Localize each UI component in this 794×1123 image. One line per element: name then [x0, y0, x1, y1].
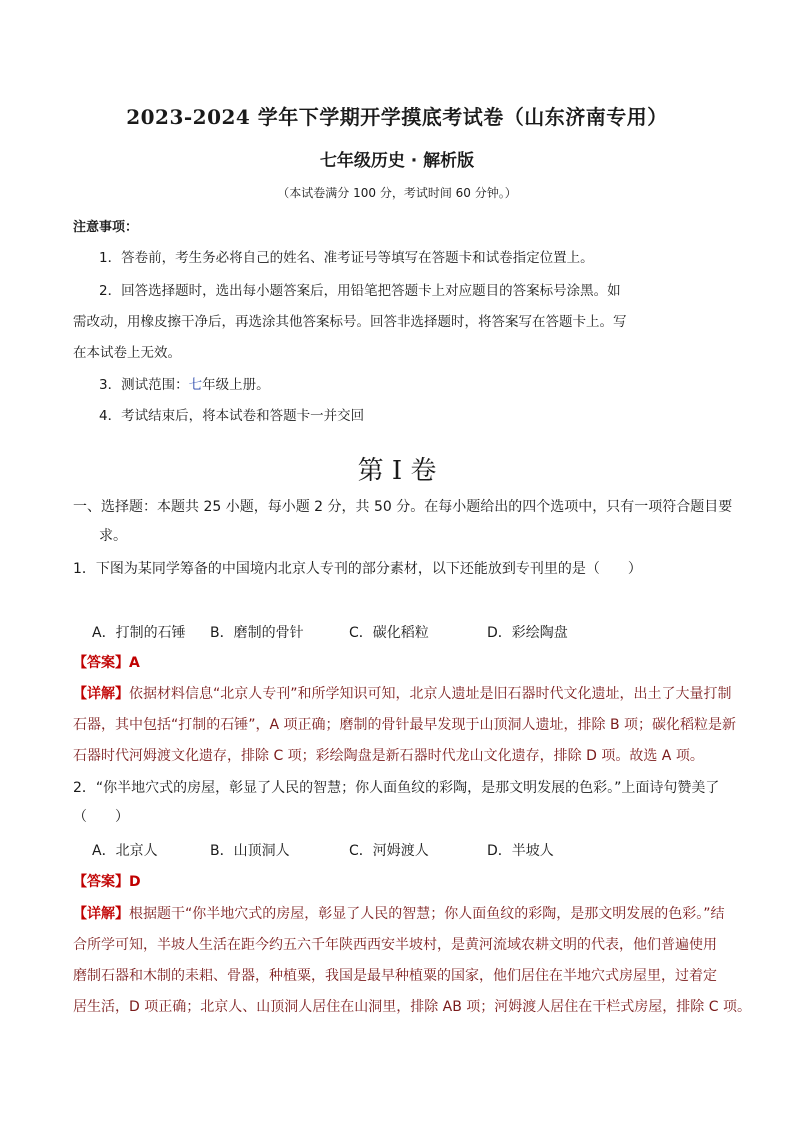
instruction-item-2-line-1: 2．回答选择题时，选出每小题答案后，用铅笔把答题卡上对应题目的答案标号涂黑。如: [99, 283, 621, 299]
question-1-detail-line-1: [73, 683, 732, 703]
question-2-detail-line-1: [73, 903, 723, 923]
question-2-option-d: D．半坡人: [487, 843, 554, 859]
instruction-item-3-prefix: 3．测试范围：: [99, 377, 189, 393]
question-2-option-b: B．山顶洞人: [210, 843, 290, 859]
question-2-detail-line-2: 合所学可知，半坡人生活在距今约五六千年陕西西安半坡村，是黄河流域农耕文明的代表，他们普遍使用: [73, 937, 717, 953]
question-1-option-b: B．磨制的骨针: [210, 625, 304, 641]
question-2-option-a: A．北京人: [92, 843, 158, 859]
question-2-stem-line-1: 2．“你半地穴式的房屋，彰显了人民的智慧；你人面鱼纹的彩陶，是那文明发展的色彩。”上面诗句赞美了: [73, 780, 720, 796]
question-1-detail-line-3: 石器时代河姆渡文化遗存，排除 C 项；彩绘陶盘是新石器时代龙山文化遗存，排除 D 项。故选 A 项。: [73, 748, 704, 764]
exam-note: （本试卷满分 100 分，考试时间 60 分钟。）: [277, 186, 517, 200]
question-2-answer: [73, 871, 141, 891]
instruction-item-1: 1．答卷前，考生务必将自己的姓名、准考证号等填写在答题卡和试卷指定位置上。: [99, 250, 594, 266]
page-subtitle: 七年级历史 · 解析版: [319, 151, 475, 171]
answer-label: 【答案】: [73, 874, 129, 890]
detail-label: 【详解】: [73, 686, 129, 702]
answer-value: A: [129, 655, 140, 671]
instruction-item-3-highlight: 七: [188, 377, 203, 393]
section-intro-line-1: 一、选择题：本题共 25 小题，每小题 2 分，共 50 分。在每小题给出的四个选项中，只有一项符合题目要: [73, 499, 733, 515]
instructions-heading: 注意事项：: [73, 220, 139, 235]
question-1-answer: [73, 652, 140, 672]
instruction-item-3-suffix: 年级上册。: [202, 377, 270, 393]
page-title: 2023-2024 学年下学期开学摸底考试卷（山东济南专用）: [126, 105, 668, 129]
question-1-stem: 1．下图为某同学筹备的中国境内北京人专刊的部分素材，以下还能放到专刊里的是（ ）: [73, 561, 642, 577]
section-title: 第 I 卷: [357, 456, 437, 486]
question-2-option-c: C．河姆渡人: [349, 843, 429, 859]
instruction-item-3: [99, 373, 270, 393]
answer-value: D: [129, 874, 141, 890]
instruction-item-2-line-3: 在本试卷上无效。: [73, 345, 181, 361]
question-1-option-c: C．碳化稻粒: [349, 625, 429, 641]
detail-text: 根据题干“你半地穴式的房屋，彰显了人民的智慧；你人面鱼纹的彩陶，是那文明发展的色彩。”结: [129, 906, 725, 922]
answer-label: 【答案】: [73, 655, 129, 671]
question-2-detail-line-3: 磨制石器和木制的耒耜、骨器，种植粟，我国是最早种植粟的国家，他们居住在半地穴式房屋里，过着定: [73, 968, 717, 984]
instruction-item-2-line-2: 需改动，用橡皮擦干净后，再选涂其他答案标号。回答非选择题时，将答案写在答题卡上。写: [73, 314, 627, 330]
question-2-detail-line-4: 居生活，D 项正确；北京人、山顶洞人居住在山洞里，排除 AB 项；河姆渡人居住在干栏式房屋，排除 C 项。: [73, 999, 751, 1015]
question-1-detail-line-2: 石器，其中包括“打制的石锤”，A 项正确；磨制的骨针最早发现于山顶洞人遗址，排除 B 项；碳化稻粒是新: [73, 717, 737, 733]
instruction-item-4: 4．考试结束后，将本试卷和答题卡一并交回: [99, 408, 365, 424]
question-1-option-d: D．彩绘陶盘: [487, 625, 568, 641]
detail-label: 【详解】: [73, 906, 129, 922]
detail-text: 依据材料信息“北京人专刊”和所学知识可知，北京人遗址是旧石器时代文化遗址，出土了大量打制: [129, 686, 732, 702]
question-1-option-a: A．打制的石锤: [92, 625, 186, 641]
section-intro-line-2: 求。: [99, 528, 127, 544]
question-2-stem-line-2: （ ）: [73, 809, 129, 825]
